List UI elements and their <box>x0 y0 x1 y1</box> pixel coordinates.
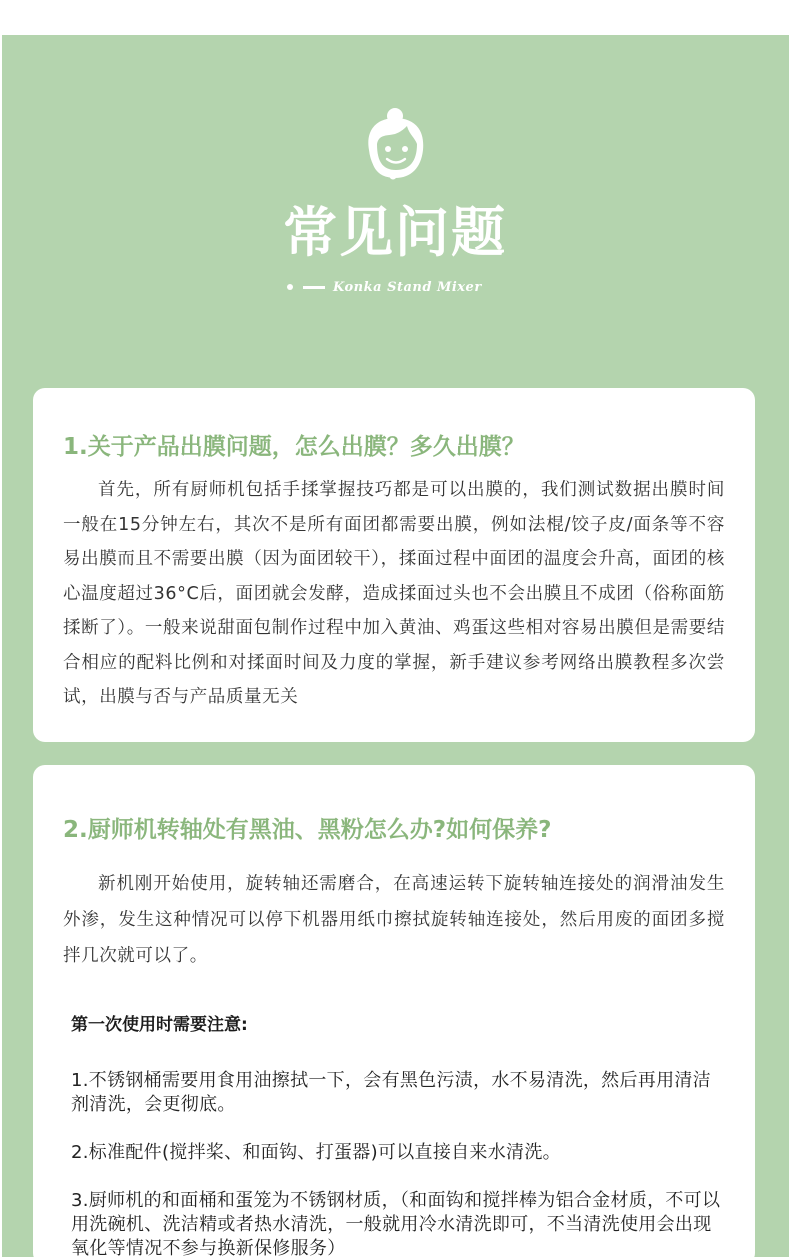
notice-heading: 第一次使用时需要注意: <box>71 1015 248 1035</box>
faq-answer: 新机刚开始使用，旋转轴还需磨合，在高速运转下旋转轴连接处的润滑油发生外渗，发生这种情况可以停下机器用纸巾擦拭旋转轴连接处，然后用废的面团多搅拌几次就可以了。 <box>63 874 725 966</box>
dash-decoration <box>303 286 325 289</box>
subtitle <box>287 276 482 298</box>
customer-service-headset-icon <box>361 106 431 186</box>
page-title: 常见问题 <box>283 201 507 264</box>
faq-question: 2.厨师机转轴处有黑油、黑粉怎么办?如何保养? <box>63 817 552 843</box>
faq-question: 1.关于产品出膜问题，怎么出膜？多久出膜？ <box>63 434 525 460</box>
faq-answer: 首先，所有厨师机包括手揉掌握技巧都是可以出膜的，我们测试数据出膜时间一般在15分钟左右，其次不是所有面团都需要出膜，例如法棍/饺子皮/面条等不容易出膜而且不需要出膜（因为面团较干），揉面过程中面团的温度会升高，面团的核心温度超过36°C后，面团就会发酵，造成揉面过头也不会出膜且不成团（俗称面筋揉断了）。一般来说甜面包制作过程中加入黄油、鸡蛋这些相对容易出膜但是需要结合相应的配料比例和对揉面时间及力度的掌握，新手建议参考网络出膜教程多次尝试，出膜与否与产品质量无关 <box>63 480 725 707</box>
dot-decoration <box>287 284 293 290</box>
subtitle-text: Konka Stand Mixer <box>333 279 482 295</box>
faq-card-1 <box>33 388 755 742</box>
notice-item: 1.不锈钢桶需要用食用油擦拭一下，会有黑色污渍，水不易清洗，然后再用清洁剂清洗，会更彻底。 <box>71 1070 711 1115</box>
faq-card-2 <box>33 765 755 1257</box>
notice-item: 2.标准配件(搅拌桨、和面钩、打蛋器)可以直接自来水清洗。 <box>71 1142 561 1163</box>
notice-item: 3.厨师机的和面桶和蛋笼为不锈钢材质，（和面钩和搅拌棒为铝合金材质，不可以用洗碗机、洗洁精或者热水清洗，一般就用冷水清洗即可，不当清洗使用会出现氧化等情况不参与换新保修服务） <box>71 1190 721 1257</box>
